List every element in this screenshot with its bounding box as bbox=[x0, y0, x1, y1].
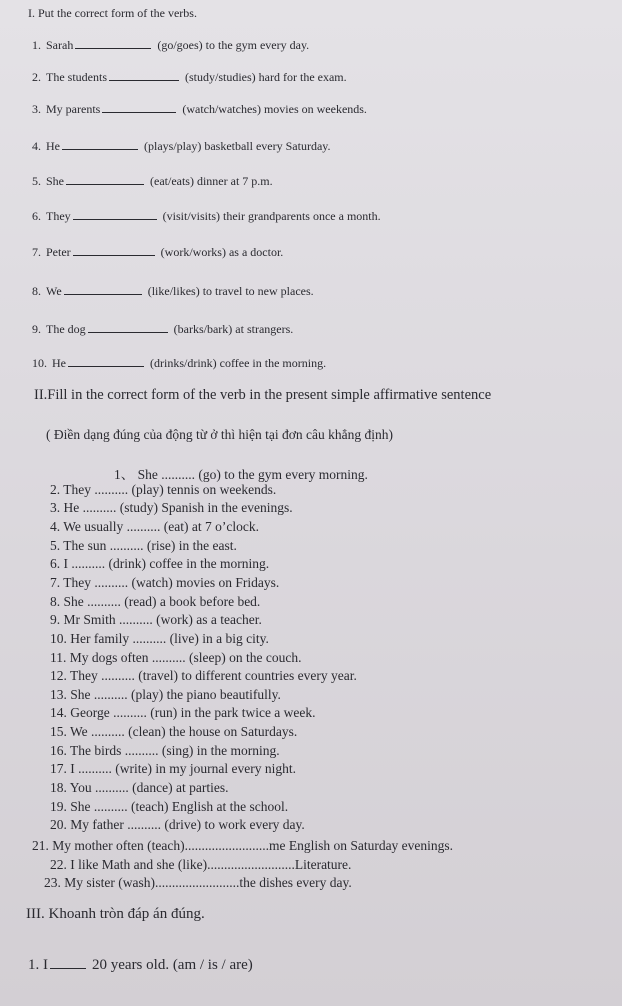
item-number: 9. bbox=[32, 322, 41, 336]
answer-blank bbox=[73, 218, 157, 220]
section2-item: 19. She .......... (teach) English at the school. bbox=[50, 798, 289, 814]
section2-subtitle: ( Điền dạng đúng của động từ ở thì hiện tại đơn câu khẳng định) bbox=[46, 427, 394, 442]
section2-item: 14. George .......... (run) in the park twice a week. bbox=[50, 705, 316, 721]
item-number: 1. bbox=[32, 38, 41, 52]
section1-item bbox=[32, 322, 293, 337]
item-rest: (watch/watches) movies on weekends. bbox=[182, 102, 367, 116]
item-rest: (study/studies) hard for the exam. bbox=[185, 70, 347, 84]
section2-item: 13. She .......... (play) the piano beautifully. bbox=[50, 686, 281, 702]
answer-blank bbox=[75, 47, 151, 49]
section2-item: 20. My father .......... (drive) to work every day. bbox=[50, 817, 305, 833]
item-rest: (go/goes) to the gym every day. bbox=[157, 38, 310, 52]
section2-item: 18. You .......... (dance) at parties. bbox=[50, 780, 229, 796]
section1-item bbox=[32, 38, 309, 53]
section2-title: II.Fill in the correct form of the verb in the present simple affirmative sentence bbox=[34, 387, 492, 403]
answer-blank bbox=[73, 254, 155, 256]
item-number: 5. bbox=[32, 174, 41, 188]
section2-item: 9. Mr Smith .......... (work) as a teacher. bbox=[50, 612, 262, 628]
item-subject: He bbox=[46, 139, 60, 153]
answer-blank bbox=[109, 79, 179, 81]
section2-item: 22. I like Math and she (like)..........................Literature. bbox=[50, 856, 352, 872]
section2-item: 4. We usually .......... (eat) at 7 o’clock. bbox=[50, 518, 259, 534]
section3-item bbox=[28, 957, 253, 974]
section3-title: III. Khoanh tròn đáp án đúng. bbox=[26, 906, 205, 922]
section2-item: 8. She .......... (read) a book before bed. bbox=[50, 593, 261, 609]
answer-blank bbox=[68, 365, 144, 367]
section2-item: 16. The birds .......... (sing) in the morning. bbox=[50, 742, 280, 758]
answer-blank bbox=[88, 331, 168, 333]
item-subject: Peter bbox=[46, 245, 71, 259]
item-rest: (eat/eats) dinner at 7 p.m. bbox=[150, 174, 273, 188]
section1-item bbox=[32, 70, 347, 85]
item-subject: Sarah bbox=[46, 38, 74, 52]
item-subject: We bbox=[46, 284, 62, 298]
item-number: 10. bbox=[32, 356, 47, 370]
item-number: 8. bbox=[32, 284, 41, 298]
section2-item: 5. The sun .......... (rise) in the east. bbox=[50, 537, 237, 553]
item-subject: He bbox=[52, 356, 66, 370]
section2-item: 11. My dogs often .......... (sleep) on the couch. bbox=[50, 649, 302, 665]
item-rest: (drinks/drink) coffee in the morning. bbox=[150, 356, 327, 370]
item-subject: My parents bbox=[46, 102, 101, 116]
item-subject: The dog bbox=[46, 322, 86, 336]
answer-blank bbox=[62, 148, 138, 150]
item-number: 6. bbox=[32, 209, 41, 223]
section1-title: I. Put the correct form of the verbs. bbox=[28, 6, 197, 20]
section2-item: 15. We .......... (clean) the house on Saturdays. bbox=[50, 724, 298, 740]
answer-blank bbox=[50, 967, 86, 969]
section2-item: 23. My sister (wash).........................the dishes every day. bbox=[44, 875, 352, 891]
section2-item: 1、 She .......... (go) to the gym every morning. bbox=[114, 467, 368, 482]
item-subject: They bbox=[46, 209, 71, 223]
item-rest: (work/works) as a doctor. bbox=[160, 245, 284, 259]
item-number: 7. bbox=[32, 245, 41, 259]
section1-item bbox=[32, 245, 283, 260]
section2-item: 21. My mother often (teach).........................me English on Saturday evenings. bbox=[32, 838, 454, 853]
answer-blank bbox=[64, 293, 142, 295]
item-rest: (plays/play) basketball every Saturday. bbox=[144, 139, 331, 153]
answer-blank bbox=[66, 183, 144, 185]
item-rest: (barks/bark) at strangers. bbox=[173, 322, 294, 336]
item-subject: The students bbox=[46, 70, 107, 84]
item-number: 2. bbox=[32, 70, 41, 84]
section2-item: 10. Her family .......... (live) in a big city. bbox=[50, 630, 269, 646]
section1-item bbox=[32, 102, 367, 117]
section3-item-start: 1. I bbox=[28, 957, 48, 973]
item-rest: (like/likes) to travel to new places. bbox=[147, 284, 314, 298]
section1-item bbox=[32, 209, 381, 224]
section3-item-rest: 20 years old. (am / is / are) bbox=[92, 957, 253, 973]
item-number: 4. bbox=[32, 139, 41, 153]
section1-item bbox=[32, 174, 273, 189]
section2-item: 7. They .......... (watch) movies on Fridays. bbox=[50, 574, 280, 590]
section2-item: 17. I .......... (write) in my journal every night. bbox=[50, 761, 296, 777]
item-subject: She bbox=[46, 174, 64, 188]
section2-item: 3. He .......... (study) Spanish in the evenings. bbox=[50, 500, 293, 516]
section1-item bbox=[32, 356, 326, 371]
section1-item bbox=[32, 284, 314, 299]
item-rest: (visit/visits) their grandparents once a month. bbox=[162, 209, 381, 223]
section2-item: 2. They .......... (play) tennis on weekends. bbox=[50, 481, 277, 497]
section1-item bbox=[32, 139, 331, 154]
answer-blank bbox=[102, 111, 176, 113]
item-number: 3. bbox=[32, 102, 41, 116]
section2-item: 6. I .......... (drink) coffee in the morning. bbox=[50, 556, 270, 572]
section2-item: 12. They .......... (travel) to different countries every year. bbox=[50, 668, 357, 684]
